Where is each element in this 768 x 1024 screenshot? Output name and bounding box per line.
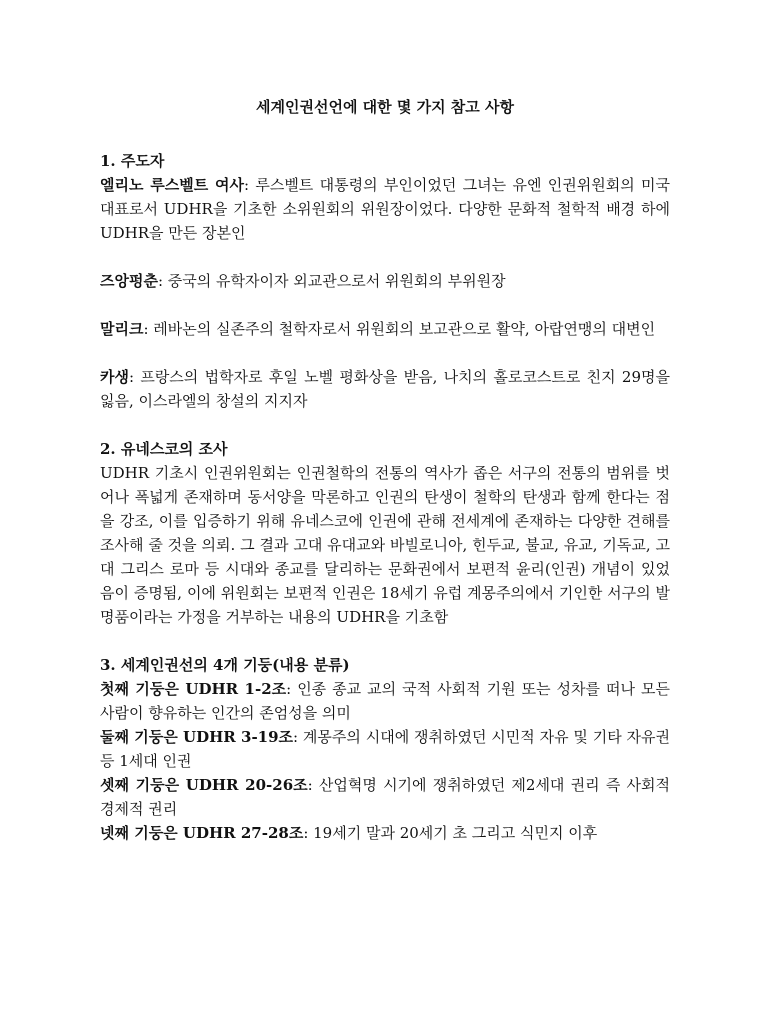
pillar-term: 넷째 기둥은 UDHR 27-28조 bbox=[100, 824, 304, 842]
entry-term: 카생 bbox=[100, 368, 129, 386]
entry-term: 즈앙펑춘 bbox=[100, 272, 158, 290]
entry-cassin bbox=[100, 365, 670, 413]
pillar-1 bbox=[100, 677, 670, 725]
entry-roosevelt bbox=[100, 173, 670, 245]
section-3-heading: 3. 세계인권선의 4개 기둥(내용 분류) bbox=[100, 656, 350, 674]
entry-text: : 중국의 유학자이자 외교관으로서 위원회의 부위원장 bbox=[157, 272, 506, 290]
entry-term: 말리크 bbox=[100, 320, 144, 338]
document-title: 세계인권선언에 대한 몇 가지 참고 사항 bbox=[256, 98, 514, 116]
pillar-2 bbox=[100, 725, 670, 773]
document-page bbox=[100, 95, 670, 845]
pillar-term: 셋째 기둥은 UDHR 20-26조 bbox=[100, 776, 308, 794]
entry-zhang bbox=[100, 269, 670, 293]
section-2-heading: 2. 유네스코의 조사 bbox=[100, 440, 228, 458]
pillar-4 bbox=[100, 821, 670, 845]
pillar-text: : 인종 종교 교의 국적 사회적 기원 또는 성차를 떠나 모든 사람이 향유하는 인간의 존엄성을 의미 bbox=[100, 680, 670, 722]
entry-text: : 프랑스의 법학자로 후일 노벨 평화상을 받음, 나치의 홀로코스트로 친지 29명을 잃음, 이스라엘의 창설의 지지자 bbox=[100, 368, 670, 410]
entry-term: 엘리노 루스벨트 여사 bbox=[100, 176, 244, 194]
entry-text: : 레바논의 실존주의 철학자로서 위원회의 보고관으로 활약, 아랍연맹의 대변인 bbox=[143, 320, 656, 338]
pillar-term: 첫째 기둥은 UDHR 1-2조 bbox=[100, 680, 287, 698]
pillar-3 bbox=[100, 773, 670, 821]
section-1-heading: 1. 주도자 bbox=[100, 152, 165, 170]
entry-malik bbox=[100, 317, 670, 341]
pillar-term: 둘째 기둥은 UDHR 3-19조 bbox=[100, 728, 294, 746]
entry-text: : 루스벨트 대통령의 부인이었던 그녀는 유엔 인권위원회의 미국 대표로서 UDHR을 기초한 소위원회의 위원장이었다. 다양한 문화적 철학적 배경 하에 UDHR을 만든 장본인 bbox=[100, 176, 670, 242]
pillar-text: : 19세기 말과 20세기 초 그리고 식민지 이후 bbox=[303, 824, 598, 842]
pillar-text: : 계몽주의 시대에 쟁취하였던 시민적 자유 및 기타 자유권 등 1세대 인권 bbox=[100, 728, 670, 770]
pillar-text: : 산업혁명 시기에 쟁취하였던 제2세대 권리 즉 사회적 경제적 권리 bbox=[100, 776, 670, 818]
section-2-body: UDHR 기초시 인권위원회는 인권철학의 전통의 역사가 좁은 서구의 전통의 범위를 벗어나 폭넓게 존재하며 동서양을 막론하고 인권의 탄생이 철학의 탄생과 함께 한다는 점을 강조, 이를 입증하기 위해 유네스코에 인권에 관해 전세계에 존재하는 다양한 견해를 조사해 줄 것을 의뢰. 그 결과 고대 유대교와 바빌로니아, 힌두교, 불교, 유교, 기독교, 고대 그리스 로마 등 시대와 종교를 달리하는 문화권에서 보편적 윤리(인권) 개념이 있었음이 증명됨, 이에 위원회는 보편적 인권은 18세기 유럽 계몽주의에서 기인한 서구의 발명품이라는 가정을 거부하는 내용의 UDHR을 기초함 bbox=[100, 464, 670, 626]
